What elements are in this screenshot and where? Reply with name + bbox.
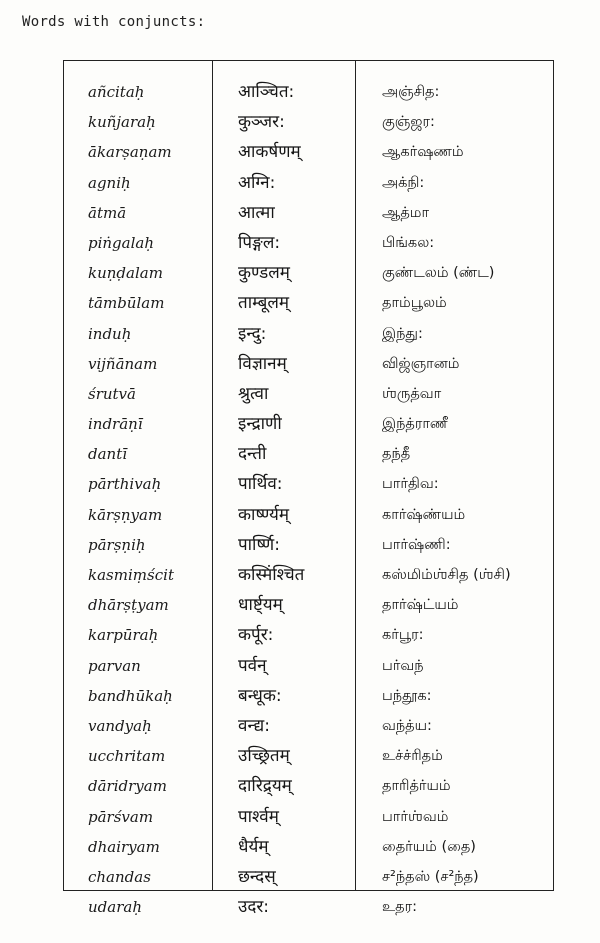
grantha-cell: பிங்கல: <box>382 234 435 251</box>
devanagari-cell: दन्ती <box>238 444 267 465</box>
devanagari-cell: अग्नि: <box>238 172 276 193</box>
transliteration-cell: dāridryam <box>88 777 167 796</box>
transliteration-cell: vandyaḥ <box>88 716 152 735</box>
transliteration-cell: śrutvā <box>88 384 136 403</box>
devanagari-cell: धार्ष्ट्यम् <box>238 595 283 616</box>
grantha-cell: இந்து: <box>382 325 423 342</box>
table-row <box>64 594 553 624</box>
transliteration-cell: ākarṣaṇam <box>88 143 172 162</box>
transliteration-cell: chandas <box>88 867 151 886</box>
grantha-cell: குஞ்ஜர: <box>382 114 435 131</box>
grantha-cell: விஜ்ஞானம் <box>382 355 460 372</box>
grantha-cell: பார்ஶ்வம் <box>382 808 449 825</box>
table-row <box>64 292 553 322</box>
table-row <box>64 141 553 171</box>
transliteration-cell: dhairyam <box>88 837 160 856</box>
devanagari-cell: पार्ष्णि: <box>238 534 280 555</box>
transliteration-cell: pārṣṇiḥ <box>88 535 146 554</box>
transliteration-cell: kuñjaraḥ <box>88 113 156 132</box>
transliteration-cell: ātmā <box>88 203 127 222</box>
devanagari-cell: विज्ञानम् <box>238 353 287 374</box>
grantha-cell: உச்ச்ரிதம் <box>382 748 443 765</box>
transliteration-cell: dantī <box>88 445 128 464</box>
table-row <box>64 655 553 685</box>
conjunct-words-table <box>63 60 554 918</box>
table-row <box>64 262 553 292</box>
table-row <box>64 896 553 926</box>
grantha-cell: உதர: <box>382 899 417 916</box>
devanagari-cell: पिङ्गल: <box>238 232 281 253</box>
transliteration-cell: parvan <box>88 656 141 675</box>
grantha-cell: பந்தூக: <box>382 687 432 704</box>
table-row <box>64 836 553 866</box>
transliteration-cell: vijñānam <box>88 354 158 373</box>
devanagari-cell: आकर्षणम् <box>238 142 301 163</box>
table-row <box>64 172 553 202</box>
transliteration-cell: dhārṣṭyam <box>88 596 169 615</box>
table-row <box>64 473 553 503</box>
grantha-cell: குண்டலம் (ண்ட) <box>382 265 495 282</box>
grantha-cell: அக்நி: <box>382 174 425 191</box>
grantha-cell: ச²ந்தஸ் (ச²ந்த) <box>382 868 479 885</box>
devanagari-cell: उदर: <box>238 897 270 918</box>
transliteration-cell: piṅgalaḥ <box>88 233 155 252</box>
grantha-cell: அஞ்சித: <box>382 84 440 100</box>
transliteration-cell: karpūraḥ <box>88 626 159 645</box>
grantha-cell: தார்ஷ்ட்யம் <box>382 597 459 614</box>
table-row <box>64 564 553 594</box>
table-row <box>64 685 553 715</box>
devanagari-cell: इन्दु: <box>238 323 267 344</box>
transliteration-cell: kasmiṃścit <box>88 566 174 584</box>
table-row <box>64 323 553 353</box>
table-row <box>64 353 553 383</box>
transliteration-cell: ucchritam <box>88 747 166 766</box>
table-row <box>64 202 553 232</box>
devanagari-cell: कुण्डलम् <box>238 263 290 284</box>
grantha-cell: தாம்பூலம் <box>382 295 447 312</box>
grantha-cell: ஶ்ருத்வா <box>382 385 442 402</box>
transliteration-cell: kārṣṇyam <box>88 505 163 524</box>
grantha-cell: கர்பூர: <box>382 627 424 644</box>
devanagari-cell: उच्छ्रितम् <box>238 746 290 767</box>
grantha-cell: பர்வந் <box>382 657 424 674</box>
table-row <box>64 81 553 111</box>
devanagari-cell: धैर्यम् <box>238 836 269 857</box>
devanagari-cell: कुञ्जर: <box>238 112 285 133</box>
devanagari-cell: पार्थिव: <box>238 474 283 495</box>
devanagari-cell: पर्वन् <box>238 655 267 676</box>
transliteration-cell: udaraḥ <box>88 898 142 917</box>
grantha-cell: கார்ஷ்ண்யம் <box>382 506 466 523</box>
devanagari-cell: पार्श्वम् <box>238 806 279 827</box>
grantha-cell: ஆகர்ஷணம் <box>382 144 464 161</box>
grantha-cell: தைர்யம் (தை) <box>382 838 476 855</box>
grantha-cell: வந்த்ய: <box>382 717 432 734</box>
grantha-cell: பார்ஷ்ணி: <box>382 536 451 553</box>
table-row <box>64 534 553 564</box>
devanagari-cell: दारिद्र्यम् <box>238 776 292 797</box>
transliteration-cell: añcitaḥ <box>88 83 145 101</box>
grantha-cell: பார்திவ: <box>382 476 439 493</box>
grantha-cell: தந்தீ <box>382 446 411 463</box>
table-row <box>64 413 553 443</box>
table-row <box>64 111 553 141</box>
devanagari-cell: वन्द्य: <box>238 715 270 736</box>
table-row <box>64 866 553 896</box>
devanagari-cell: बन्धूक: <box>238 685 282 706</box>
devanagari-cell: श्रुत्वा <box>238 383 269 404</box>
devanagari-cell: आत्मा <box>238 202 275 223</box>
transliteration-cell: kuṇḍalam <box>88 264 163 283</box>
transliteration-cell: pārśvam <box>88 807 154 826</box>
grantha-cell: இந்த்ராணீ <box>382 416 448 433</box>
transliteration-cell: bandhūkaḥ <box>88 686 173 705</box>
transliteration-cell: induḥ <box>88 324 132 343</box>
transliteration-cell: pārthivaḥ <box>88 475 162 494</box>
page-heading: Words with conjuncts: <box>22 14 206 30</box>
table-row <box>64 383 553 413</box>
table-row <box>64 715 553 745</box>
table-row <box>64 624 553 654</box>
transliteration-cell: tāmbūlam <box>88 294 165 313</box>
transliteration-cell: indrāṇī <box>88 415 143 434</box>
grantha-cell: தாரித்ர்யம் <box>382 778 451 795</box>
devanagari-cell: ताम्बूलम् <box>238 293 290 314</box>
table-row <box>64 443 553 473</box>
table-row <box>64 806 553 836</box>
devanagari-cell: इन्द्राणी <box>238 414 282 435</box>
table-rows <box>64 81 553 926</box>
table-row <box>64 232 553 262</box>
devanagari-cell: कर्पूर: <box>238 625 274 646</box>
grantha-cell: ஆத்மா <box>382 204 430 221</box>
devanagari-cell: आञ्चित: <box>238 82 295 102</box>
devanagari-cell: कस्मिंश्चित <box>238 565 305 585</box>
table-row <box>64 745 553 775</box>
table-row <box>64 504 553 534</box>
devanagari-cell: कार्ष्ण्यम् <box>238 504 290 525</box>
devanagari-cell: छन्दस् <box>238 866 276 887</box>
table-row <box>64 775 553 805</box>
transliteration-cell: agniḥ <box>88 173 131 192</box>
grantha-cell: கஸ்மிம்ஶ்சித (ஶ்சி) <box>382 567 511 583</box>
